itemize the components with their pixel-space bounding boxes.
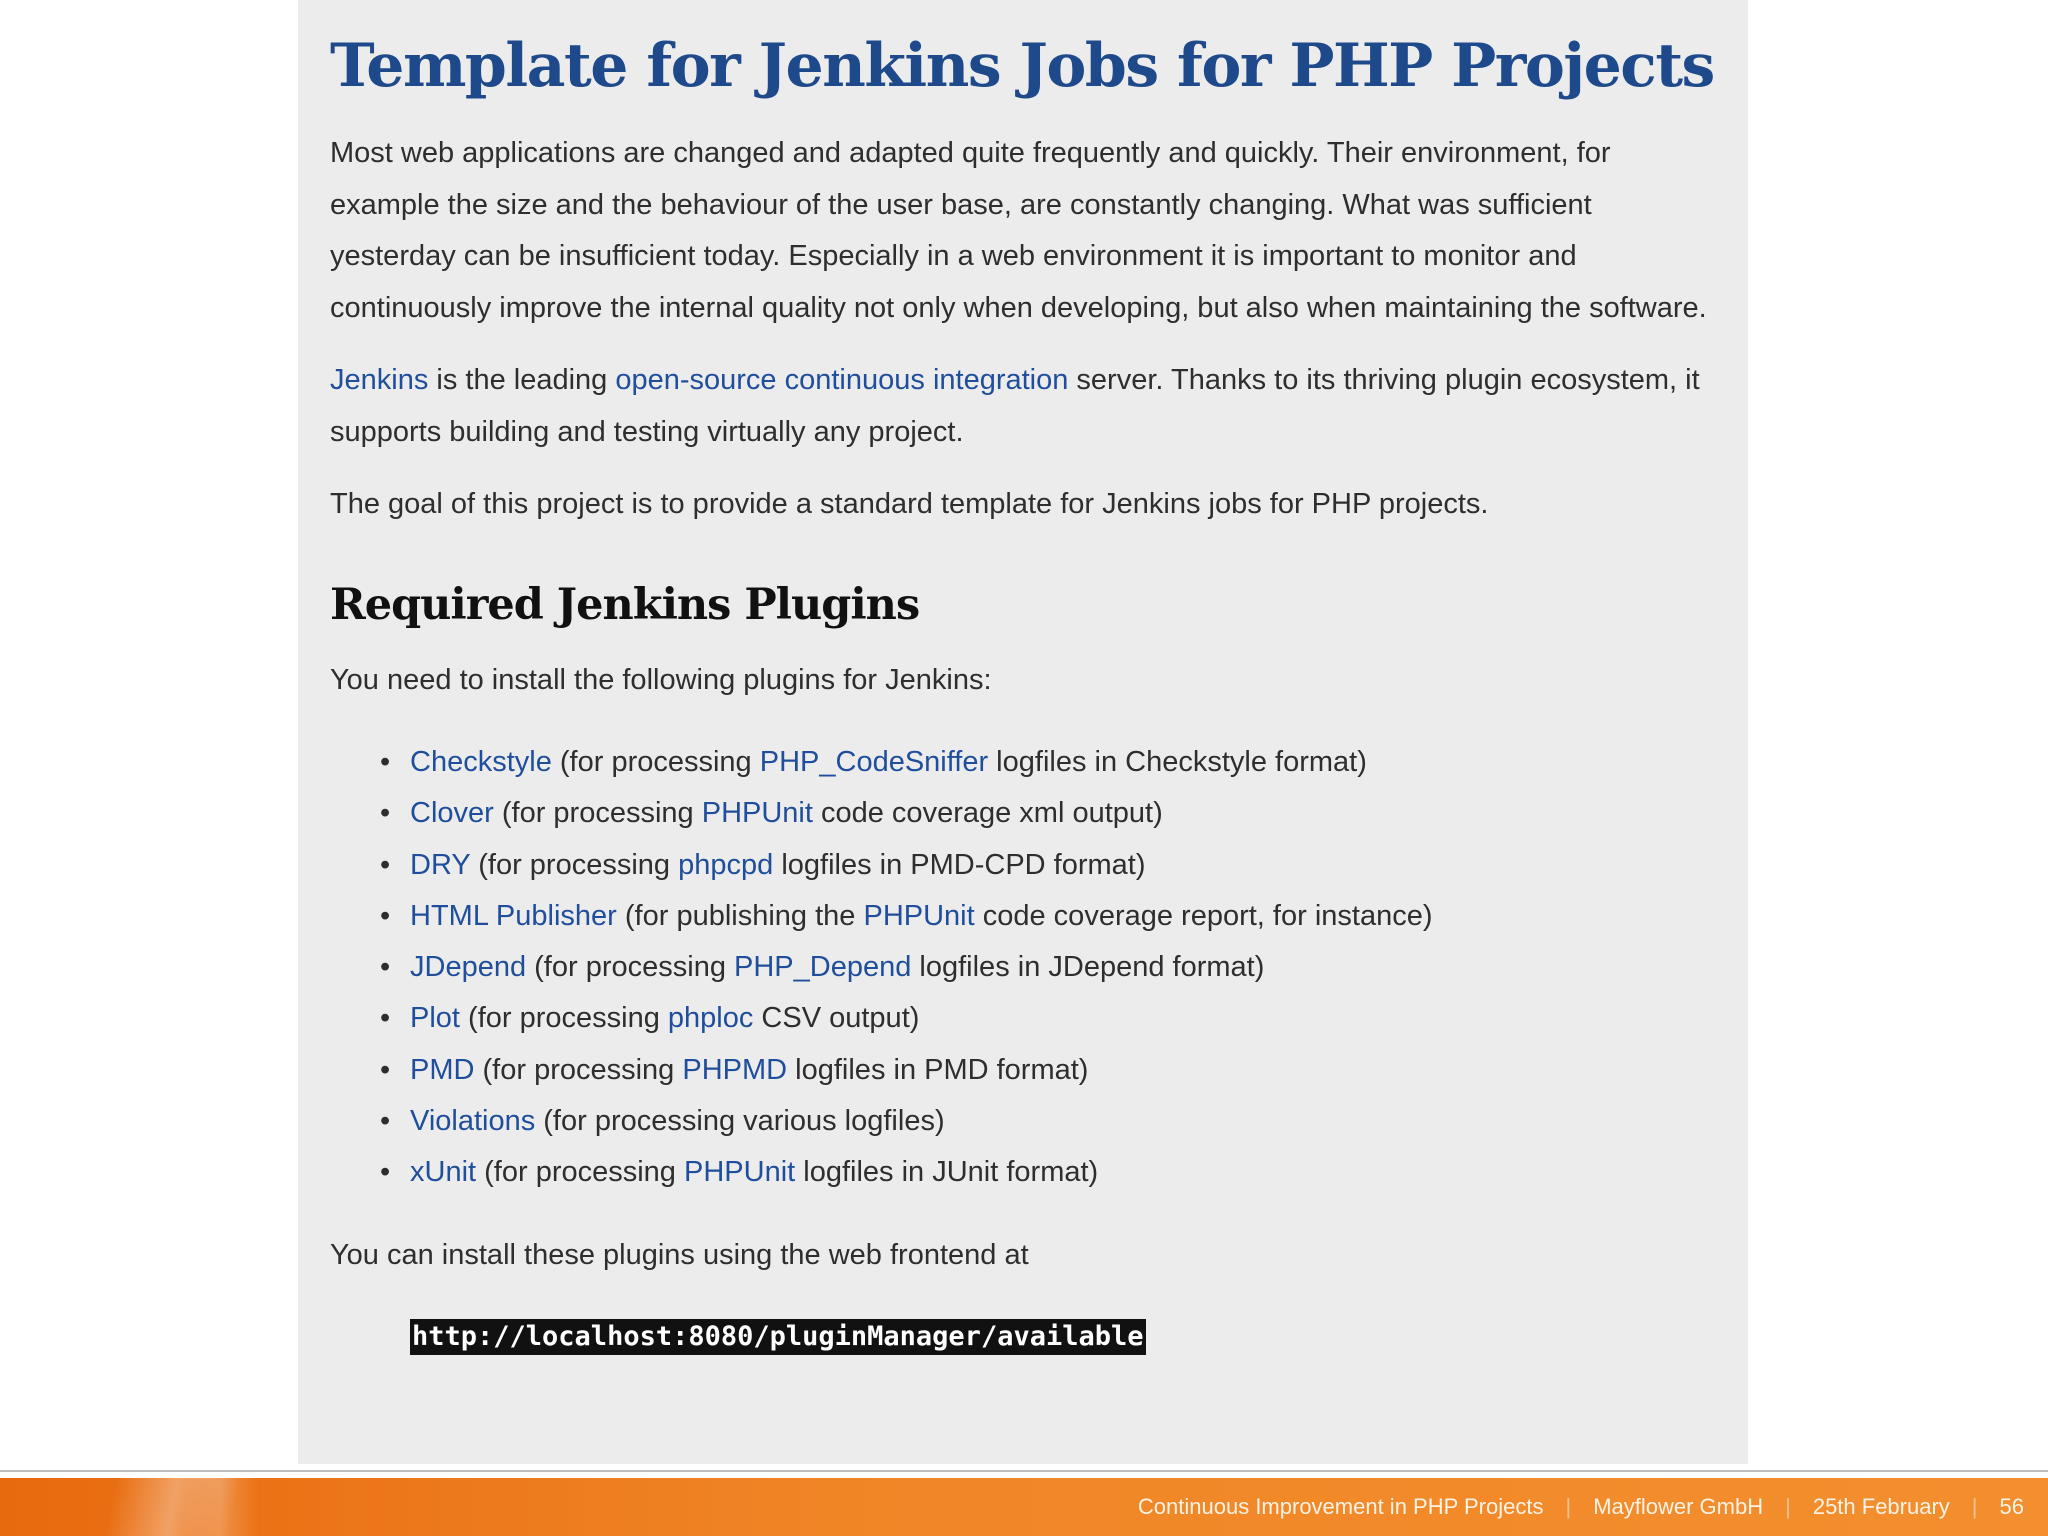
bullet-icon: • (380, 797, 391, 830)
list-item-pmd (380, 1045, 1708, 1096)
list-item-text: (for processing various logfiles) (535, 1105, 945, 1138)
bullet-icon: • (380, 848, 391, 881)
list-item-dry (380, 840, 1708, 891)
footer-divider (0, 1470, 2048, 1472)
list-item-text: (for processing (551, 746, 760, 778)
list-item-text: logfiles in JDepend format) (911, 951, 1265, 984)
footer-separator: | (1785, 1494, 1791, 1519)
html-publisher-link[interactable]: HTML Publisher (410, 899, 617, 932)
list-item-text: logfiles in Checkstyle format) (988, 746, 1367, 778)
list-item-text: (for processing (459, 1002, 668, 1035)
jdepend-link[interactable]: JDepend (410, 951, 527, 984)
footer-company: Mayflower GmbH (1593, 1494, 1764, 1519)
list-item-text: logfiles in JUnit format) (795, 1156, 1099, 1189)
bullet-icon: • (380, 1053, 391, 1086)
open-source-ci-link[interactable]: open-source continuous integration (615, 364, 1069, 396)
list-item-text: (for processing (476, 1156, 684, 1189)
phpcpd-link[interactable]: phpcpd (678, 848, 774, 881)
list-item-text: logfiles in PMD-CPD format) (773, 848, 1146, 881)
list-item-text: logfiles in PMD format) (787, 1053, 1089, 1086)
clover-link[interactable]: Clover (410, 797, 494, 830)
list-item-text: (for processing (470, 848, 679, 881)
phpunit-link[interactable]: PHPUnit (684, 1156, 796, 1189)
jenkins-paragraph-text-2: server. Thanks to its thriving plugin ecosystem, it supports building and testing virtually any project. (330, 364, 1700, 448)
xunit-link[interactable]: xUnit (410, 1156, 477, 1189)
list-item-text: (for publishing the (616, 899, 864, 932)
code-block (330, 1319, 1708, 1355)
plugin-list (330, 737, 1708, 1199)
bullet-icon: • (380, 1105, 391, 1138)
plugin-manager-url: http://localhost:8080/pluginManager/available (410, 1319, 1146, 1355)
webpage-screenshot (298, 0, 1748, 1464)
bullet-icon: • (380, 1156, 391, 1189)
install-instructions: You can install these plugins using the web frontend at (330, 1238, 1029, 1271)
slide-number: 56 (1999, 1494, 2024, 1519)
section-intro: You need to install the following plugins for Jenkins: (330, 663, 992, 696)
footer-presentation-title: Continuous Improvement in PHP Projects (1137, 1494, 1544, 1519)
bullet-icon: • (380, 746, 391, 778)
goal-paragraph: The goal of this project is to provide a standard template for Jenkins jobs for PHP projects. (330, 488, 1489, 520)
violations-link[interactable]: Violations (410, 1105, 536, 1138)
list-item-html-publisher (380, 891, 1708, 942)
jenkins-link[interactable]: Jenkins (330, 364, 429, 396)
plot-link[interactable]: Plot (410, 1002, 460, 1035)
dry-link[interactable]: DRY (410, 848, 471, 881)
footer-decoration (93, 1478, 346, 1536)
bullet-icon: • (380, 899, 391, 932)
list-item-text: (for processing (474, 1053, 683, 1086)
bullet-icon: • (380, 1002, 391, 1035)
list-item-checkstyle (380, 737, 1708, 788)
footer-separator: | (1971, 1494, 1978, 1519)
checkstyle-link[interactable]: Checkstyle (410, 746, 552, 778)
section-title: Required Jenkins Plugins (330, 579, 920, 630)
php-codesniffer-link[interactable]: PHP_CodeSniffer (759, 746, 989, 778)
list-item-clover (380, 788, 1708, 839)
footer-separator: | (1565, 1494, 1572, 1519)
list-item-violations (380, 1096, 1708, 1147)
phploc-link[interactable]: phploc (667, 1002, 754, 1035)
php-depend-link[interactable]: PHP_Depend (734, 951, 912, 984)
jenkins-paragraph (330, 355, 1708, 458)
footer-info (1138, 1478, 2024, 1536)
list-item-text: (for processing (526, 951, 735, 984)
list-item-plot (380, 993, 1708, 1044)
list-item-jdepend (380, 942, 1708, 993)
list-item-text: code coverage xml output) (812, 797, 1163, 830)
list-item-text: (for processing (493, 797, 702, 830)
phpunit-link[interactable]: PHPUnit (863, 899, 975, 932)
page-title: Template for Jenkins Jobs for PHP Projects (330, 31, 1714, 101)
slide-footer (0, 1478, 2048, 1536)
bullet-icon: • (380, 951, 391, 984)
phpunit-link[interactable]: PHPUnit (701, 797, 813, 830)
intro-paragraph: Most web applications are changed and adapted quite frequently and quickly. Their environment, for example the size and the behaviour of the user base, are constantly changing. What was sufficient yesterday can be insufficient today. Especially in a web environment it is important to monitor and continuously improve the internal quality not only when developing, but also when maintaining the software. (330, 137, 1707, 324)
jenkins-paragraph-text-1: is the leading (428, 364, 616, 396)
footer-date: 25th February (1812, 1494, 1950, 1519)
list-item-xunit (380, 1147, 1708, 1198)
list-item-text: CSV output) (753, 1002, 920, 1035)
pmd-link[interactable]: PMD (410, 1053, 475, 1086)
list-item-text: code coverage report, for instance) (974, 899, 1433, 932)
phpmd-link[interactable]: PHPMD (682, 1053, 788, 1086)
